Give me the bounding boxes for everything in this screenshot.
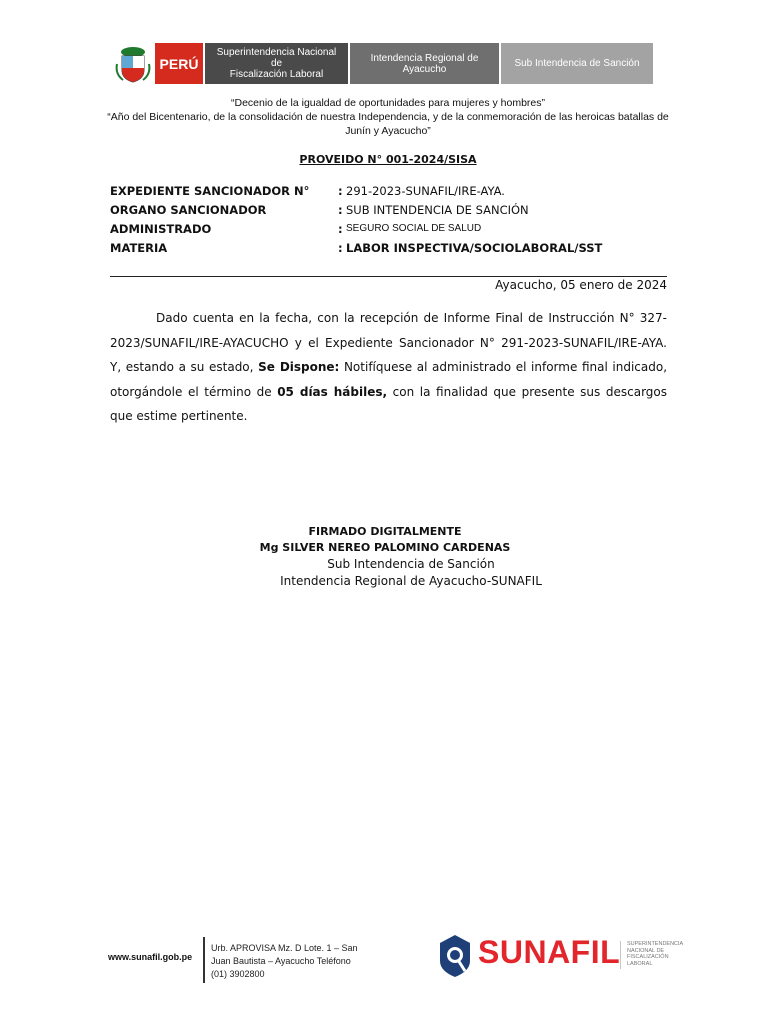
sunafil-subtitle-4: LABORAL: [627, 960, 653, 967]
sunafil-separator: [620, 941, 621, 969]
motto-line-1: “Decenio de la igualdad de oportunidades para mujeres y hombres”: [230, 97, 546, 109]
divider: [110, 276, 667, 277]
footer-address-line3: (01) 3902800: [211, 969, 265, 979]
field-colon: :: [338, 222, 343, 236]
field-value: SUB INTENDENCIA DE SANCIÓN: [346, 203, 529, 217]
sunafil-wordmark: SUNAFIL: [478, 934, 621, 970]
body-bold-dispone: Se Dispone:: [258, 360, 340, 374]
field-materia: [110, 241, 602, 259]
footer-website: www.sunafil.gob.pe: [108, 952, 193, 962]
field-value: LABOR INSPECTIVA/SOCIOLABORAL/SST: [346, 241, 603, 255]
footer-address-line2: Juan Bautista – Ayacucho Teléfono: [211, 956, 351, 966]
footer-divider: [203, 937, 205, 983]
field-organo: [110, 203, 529, 221]
header-cell-sunafil: [205, 43, 348, 84]
footer-address: [211, 942, 371, 981]
coat-of-arms-logo: [113, 44, 153, 84]
signature-role: Sub Intendencia de Sanción: [327, 557, 495, 571]
sunafil-subtitle-1: SUPERINTENDENCIA: [627, 941, 684, 947]
header-cell-sunafil-line2: Fiscalización Laboral: [229, 69, 324, 80]
signature-digital-label: FIRMADO DIGITALMENTE: [308, 525, 462, 538]
body-part-3: con la finalidad que presente sus descargos que estime pertinente.: [110, 384, 667, 423]
header-cell-intendencia: [350, 43, 499, 84]
body-bold-dias: 05 días hábiles,: [277, 384, 388, 399]
field-colon: :: [338, 203, 343, 217]
body-part-1: Dado cuenta en la fecha, con la recepción de Informe Final de Instrucción N° 327-2023/SUNAFIL/IRE-AYACUCHO y el Expediente Sancionador N° 291-2023-SUNAFIL/IRE-AYA. Y, estando a su estado,: [110, 311, 667, 374]
field-colon: :: [338, 241, 343, 255]
document-title: PROVEIDO N° 001-2024/SISA: [299, 153, 477, 166]
field-expediente: [110, 184, 505, 202]
peru-label: PERÚ: [159, 55, 199, 72]
field-colon: :: [338, 184, 343, 198]
document-date: Ayacucho, 05 enero de 2024: [495, 278, 667, 292]
header-cell-sunafil-line1: Superintendencia Nacional de: [216, 47, 337, 69]
peru-badge: [155, 43, 203, 84]
field-label: MATERIA: [110, 241, 168, 255]
body-part-2: Notifíquese al administrado el informe final indicado, otorgándole el término de: [110, 360, 668, 399]
sunafil-shield-icon: [438, 933, 472, 979]
field-label: ORGANO SANCIONADOR: [110, 203, 267, 217]
sunafil-subtitle: [627, 941, 687, 967]
header-cell-sub-intendencia: [501, 43, 653, 84]
header-cell-sub-intendencia-text: Sub Intendencia de Sanción: [514, 58, 640, 69]
signature-office: Intendencia Regional de Ayacucho-SUNAFIL: [280, 574, 542, 588]
field-label: ADMINISTRADO: [110, 222, 212, 236]
sunafil-subtitle-2: NACIONAL DE: [627, 947, 665, 954]
sunafil-subtitle-3: FISCALIZACIÓN: [627, 954, 669, 960]
signature-name: Mg SILVER NEREO PALOMINO CARDENAS: [259, 541, 511, 554]
motto-line-2: “Año del Bicentenario, de la consolidación de nuestra Independencia, y de la conmemoración de las heroicas batallas de Junín y Ayacucho”: [107, 111, 669, 137]
body-paragraph: [110, 306, 667, 429]
header-cell-intendencia-text: Intendencia Regional de Ayacucho: [370, 52, 479, 75]
field-administrado: [110, 222, 481, 240]
field-label: EXPEDIENTE SANCIONADOR N°: [110, 184, 310, 198]
field-value: SEGURO SOCIAL DE SALUD: [346, 223, 482, 234]
field-value: 291-2023-SUNAFIL/IRE-AYA.: [346, 184, 505, 198]
footer-address-line1: Urb. APROVISA Mz. D Lote. 1 – San: [211, 943, 358, 953]
